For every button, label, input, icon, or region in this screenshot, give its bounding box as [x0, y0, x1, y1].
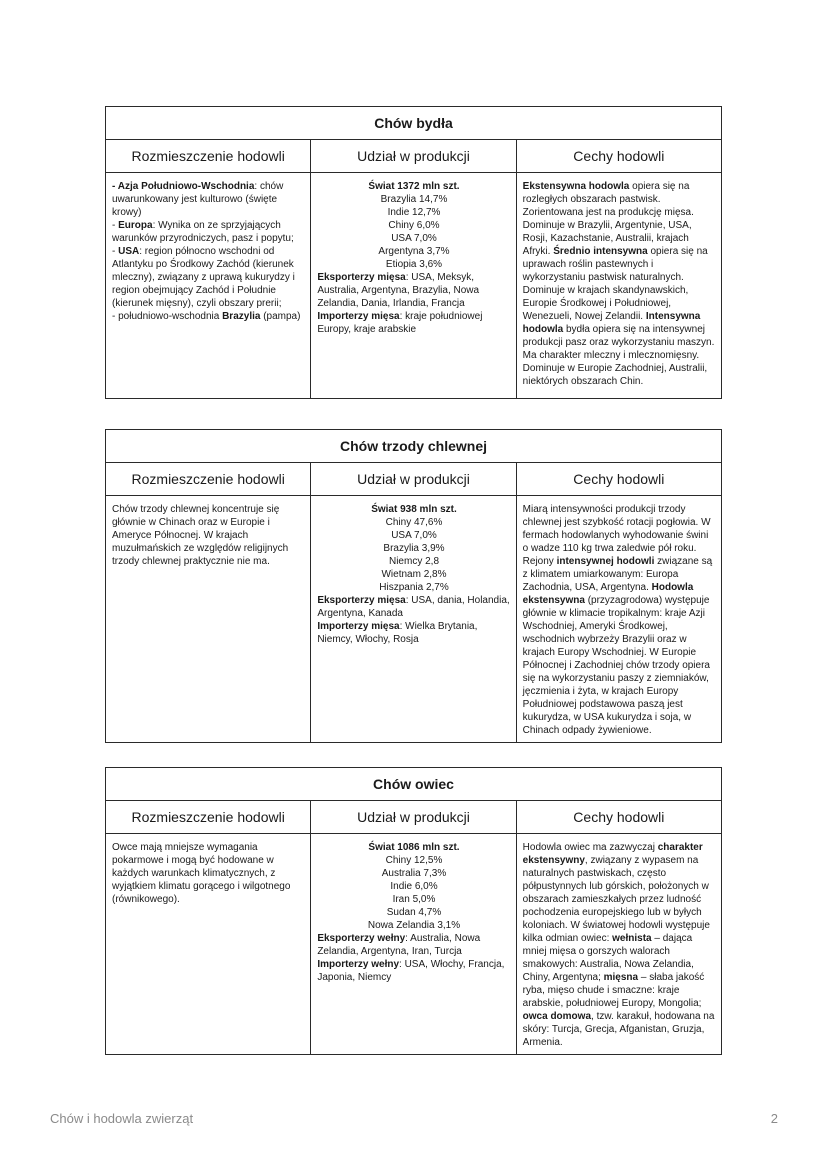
- cell-line: [317, 581, 510, 594]
- text-segment: [118, 220, 152, 231]
- bold-text: Ekstensywna hodowla: [522, 181, 630, 192]
- plain-text: opiera się na rozległych obszarach pastwisk. Zorientowana jest na produkcję mięsa. Dominuje w Brazylii, Argentynie, USA, Rosji, Kazachstanie, Australii, krajach Afryki.: [522, 181, 694, 257]
- bold-text: Importerzy mięsa: [317, 621, 400, 632]
- bold-text: wełnista: [612, 933, 652, 944]
- plain-text: (przyzagrodowa) występuje głównie w klimacie tropikalnym: kraje Azji Wschodniej, Ameryki Środkowej, wschodnich wybrzeży Brazylii oraz w krajach Europy Wschodniej. W Europie Północnej i Zachodniej chów trzody opiera się na wykorzystaniu paszy z ziemniaków, jęczmienia i żyta, w krajach Europy Południowej podstawowa paszą jest kukurydza, w USA kukurydza i soja, w Chinach odpady żywieniowe.: [522, 595, 710, 736]
- plain-text: : kraje południowej Europy, kraje arabskie: [317, 311, 483, 335]
- bold-text: Świat 1086 mln szt.: [368, 842, 460, 853]
- header-udzial: Udział w produkcji: [311, 463, 516, 496]
- text-segment: [523, 181, 630, 192]
- cell-cechy: [516, 834, 721, 1055]
- text-segment: [553, 246, 647, 257]
- cell-line: [317, 310, 510, 336]
- cell-rozmieszczenie: [106, 834, 311, 1055]
- plain-text: Chiny 6,0%: [388, 220, 440, 231]
- plain-text: Argentyna 3,7%: [378, 246, 450, 257]
- text-segment: [112, 842, 290, 905]
- cell-line: [317, 568, 510, 581]
- text-segment: [112, 311, 222, 322]
- text-segment: [222, 311, 260, 322]
- bold-text: owca domowa: [522, 1011, 592, 1022]
- cell-line: [317, 893, 510, 906]
- header-udzial: Udział w produkcji: [311, 801, 516, 834]
- cell-cechy: [516, 173, 721, 399]
- plain-text: , tzw. karakuł, hodowana na skóry: Turcja, Grecja, Afganistan, Gruzja, Armenia.: [522, 1011, 715, 1048]
- cell-line: [317, 594, 510, 620]
- text-segment: [523, 855, 710, 944]
- cell-line: [317, 919, 510, 932]
- text-segment: [612, 933, 651, 944]
- header-rozmieszczenie: Rozmieszczenie hodowli: [106, 463, 311, 496]
- plain-text: Wietnam 2,8%: [381, 569, 447, 580]
- table-title: Chów bydła: [106, 107, 722, 140]
- plain-text: Niemcy 2,8: [388, 556, 439, 567]
- header-cechy: Cechy hodowli: [516, 801, 721, 834]
- plain-text: bydła opiera się na intensywnej produkcji pasz oraz wykorzystaniu maszyn. Ma charakter mleczny i mlecznomięsny. Dominuje w Europie Zachodniej, Australii, niektórych obszarach Chin.: [522, 324, 715, 387]
- plain-text: USA 7,0%: [391, 233, 437, 244]
- cell-udzial: [311, 834, 516, 1055]
- cell-line: [317, 516, 510, 529]
- plain-text: : Wielka Brytania, Niemcy, Włochy, Rosja: [317, 621, 478, 645]
- cell-line: [317, 906, 510, 919]
- cell-line: [317, 854, 510, 867]
- plain-text: Chów trzody chlewnej koncentruje się głównie w Chinach oraz w Europie i Ameryce Północnej. W krajach muzułmańskich ze względów religijnych trzody chlewnej praktycznie nie ma.: [112, 504, 289, 567]
- bold-text: USA: [118, 246, 140, 257]
- text-segment: [118, 246, 139, 257]
- text-segment: [260, 311, 300, 322]
- plain-text: Owce mają mniejsze wymagania pokarmowe i mogą być hodowane w każdych warunkach klimatycznych, z wyjątkiem klimatu gorącego i wilgotnego (równikowego).: [112, 842, 291, 905]
- cell-line: [317, 880, 510, 893]
- bold-text: Średnio intensywna: [553, 246, 648, 257]
- header-udzial: Udział w produkcji: [311, 140, 516, 173]
- cell-udzial: [311, 496, 516, 743]
- plain-text: Hiszpania 2,7%: [379, 582, 449, 593]
- plain-text: : region północno wschodni od Atlantyku po Środkowy Zachód (kierunek mleczny), związany z uprawą kukurydzy i region obejmujący Zachód i Południe (kierunek mięsny), czyli obszary prerii;: [112, 246, 295, 309]
- header-rozmieszczenie: Rozmieszczenie hodowli: [106, 801, 311, 834]
- text-segment: [112, 181, 283, 218]
- bold-text: Eksporterzy wełny: [317, 933, 406, 944]
- plain-text: -: [112, 246, 119, 257]
- bold-text: Intensywna hodowla: [522, 311, 701, 335]
- cell-udzial: [311, 173, 516, 399]
- cell-line: [317, 180, 510, 193]
- cell-line: [317, 245, 510, 258]
- plain-text: : USA, Włochy, Francja, Japonia, Niemcy: [317, 959, 505, 983]
- cell-rozmieszczenie: [106, 173, 311, 399]
- table-title: Chów owiec: [106, 768, 722, 801]
- cell-line: [317, 529, 510, 542]
- header-cechy: Cechy hodowli: [516, 463, 721, 496]
- bold-text: Eksporterzy mięsa: [317, 595, 406, 606]
- cell-cechy: [516, 496, 721, 743]
- plain-text: Chiny 47,6%: [385, 517, 443, 528]
- plain-text: – słaba jakość ryba, mięso chude i smaczne: kraje arabskie, południowej Europy, Mongolia;: [522, 972, 705, 1009]
- cell-line: [317, 271, 510, 310]
- text-segment: [112, 246, 295, 309]
- cell-line: [317, 542, 510, 555]
- table-chow-bydla: [105, 106, 722, 399]
- header-cechy: Cechy hodowli: [516, 140, 721, 173]
- cell-line: [317, 555, 510, 568]
- bold-text: Świat 938 mln szt.: [371, 504, 457, 515]
- plain-text: związane są z klimatem umiarkowanym: Europa Zachodnia, USA, Argentyna.: [522, 556, 713, 593]
- text-segment: [557, 556, 655, 567]
- plain-text: Miarą intensywności produkcji trzody chlewnej jest szybkość rotacji pogłowia. W fermach hodowlanych wyhodowanie świni o wadze 110 kg trwa zaledwie pół roku. Rejony: [522, 504, 711, 567]
- cell-line: [317, 841, 510, 854]
- header-rozmieszczenie: Rozmieszczenie hodowli: [106, 140, 311, 173]
- bold-text: Eksporterzy mięsa: [317, 272, 406, 283]
- text-segment: [523, 1011, 591, 1022]
- plain-text: : USA, dania, Holandia, Argentyna, Kanada: [317, 595, 510, 619]
- plain-text: USA 7,0%: [391, 530, 437, 541]
- cell-line: [317, 232, 510, 245]
- plain-text: Etiopia 3,6%: [385, 259, 443, 270]
- cell-line: [317, 958, 510, 984]
- plain-text: Brazylia 14,7%: [380, 194, 448, 205]
- cell-line: [317, 258, 510, 271]
- plain-text: Australia 7,3%: [381, 868, 447, 879]
- footer-page-number: 2: [770, 1111, 778, 1126]
- table-chow-trzody: [105, 429, 722, 743]
- cell-line: [317, 932, 510, 958]
- cell-line: [317, 219, 510, 232]
- cell-rozmieszczenie: [106, 496, 311, 743]
- table-chow-owiec: [105, 767, 722, 1055]
- table-title: Chów trzody chlewnej: [106, 430, 722, 463]
- cell-line: [317, 503, 510, 516]
- text-segment: [112, 504, 288, 567]
- plain-text: Indie 6,0%: [390, 881, 438, 892]
- plain-text: opiera się na uprawach roślin pastewnych i wykorzystaniu pastwisk naturalnych. Dominuje w krajach skandynawskich, Europie Środkowej i Południowej, Wenezueli, Nowej Zelandii.: [522, 246, 708, 322]
- bold-text: Importerzy mięsa: [317, 311, 400, 322]
- plain-text: Hodowla owiec ma zazwyczaj: [522, 842, 658, 853]
- bold-text: Świat 1372 mln szt.: [368, 181, 460, 192]
- plain-text: : Wynika on ze sprzyjających warunków przyrodniczych, pasz i popytu;: [112, 220, 294, 244]
- plain-text: – dająca mniej mięsa o gorszych walorach smakowych: Australia, Nowa Zelandia, Chiny, Argentyna;: [522, 933, 694, 983]
- plain-text: : Australia, Nowa Zelandia, Argentyna, Iran, Turcja: [317, 933, 481, 957]
- bold-text: Importerzy wełny: [317, 959, 400, 970]
- plain-text: - południowo-wschodnia: [112, 311, 223, 322]
- bold-text: Europa: [118, 220, 153, 231]
- text-segment: [523, 842, 658, 853]
- plain-text: Sudan 4,7%: [386, 907, 442, 918]
- plain-text: Brazylia 3,9%: [383, 543, 445, 554]
- footer-document-title: Chów i hodowla zwierząt: [50, 1111, 194, 1126]
- plain-text: Nowa Zelandia 3,1%: [367, 920, 461, 931]
- cell-line: [317, 620, 510, 646]
- cell-line: [317, 193, 510, 206]
- plain-text: Iran 5,0%: [392, 894, 436, 905]
- plain-text: : USA, Meksyk, Australia, Argentyna, Brazylia, Nowa Zelandia, Dania, Irlandia, Francja: [317, 272, 480, 309]
- plain-text: , związany z wypasem na naturalnych pastwiskach, często półpustynnych lub górskich, położonych w obszarach zamieszkałych przez ludność pochodzenia europejskiego lub w byłych koloniach. W światowej hodowli występuje kilka odmian owiec:: [522, 855, 710, 944]
- plain-text: Chiny 12,5%: [385, 855, 443, 866]
- bold-text: intensywnej hodowli: [556, 556, 655, 567]
- bold-text: Brazylia: [222, 311, 261, 322]
- plain-text: : chów uwarunkowany jest kulturowo (święte krowy): [112, 181, 284, 218]
- bold-text: Hodowla ekstensywna: [522, 582, 694, 606]
- text-segment: [523, 595, 710, 736]
- cell-line: [317, 206, 510, 219]
- cell-line: [317, 867, 510, 880]
- plain-text: (pampa): [260, 311, 301, 322]
- bold-text: - Azja Południowo-Wschodnia: [112, 181, 255, 192]
- bold-text: mięsna: [603, 972, 639, 983]
- text-segment: [604, 972, 638, 983]
- plain-text: Indie 12,7%: [387, 207, 441, 218]
- plain-text: -: [112, 220, 119, 231]
- bold-text: charakter ekstensywny: [522, 842, 703, 866]
